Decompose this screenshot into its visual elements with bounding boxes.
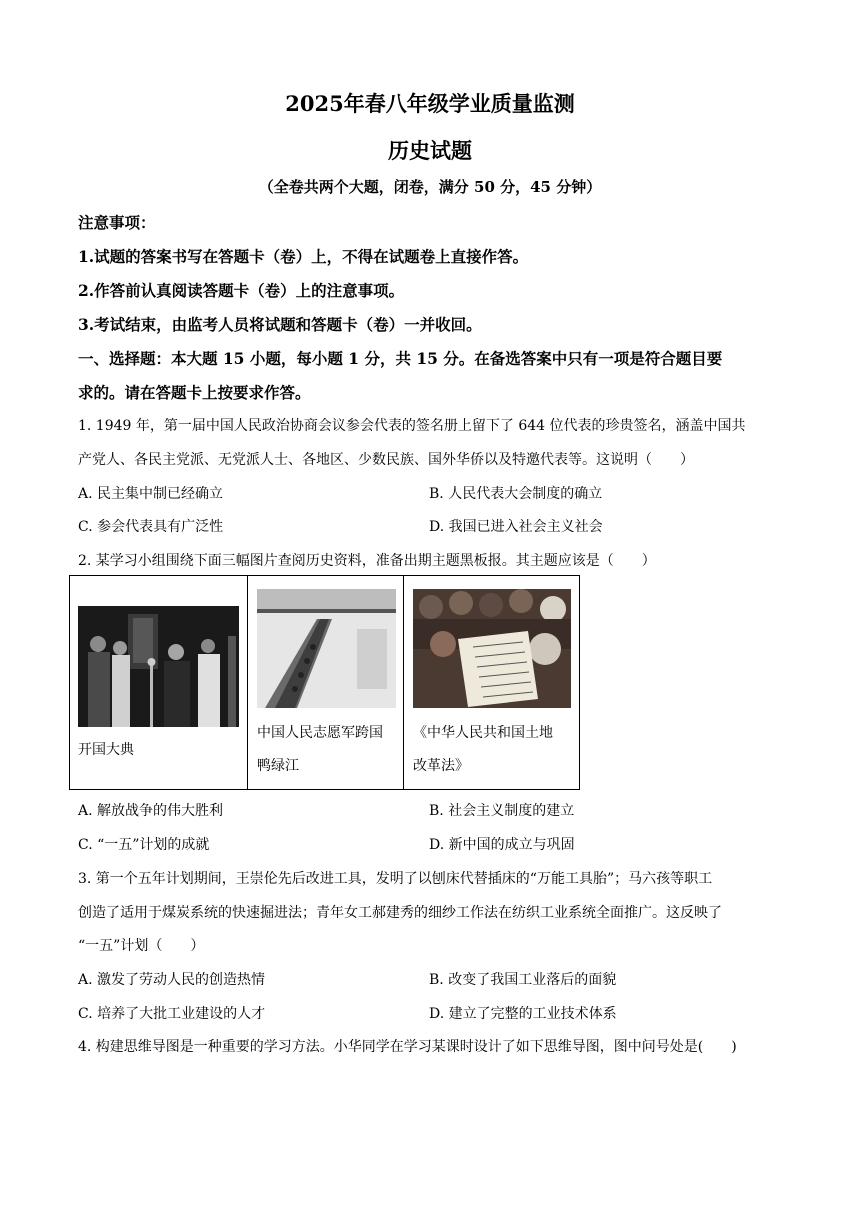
q1-stem-line-1: 1. 1949 年，第一届中国人民政治协商会议参会代表的签名册上留下了 644 位代表的珍贵签名，涵盖中国共 [78, 418, 746, 434]
notice-item-1: 1.试题的答案书写在答题卡（卷）上，不得在试题卷上直接作答。 [78, 247, 529, 266]
caption-volunteer-army-line-1: 中国人民志愿军跨国 [257, 725, 383, 741]
q2-image-table [69, 575, 580, 790]
exam-title: 2025年春八年级学业质量监测 [285, 91, 575, 116]
q3-option-c[interactable]: C. 培养了大批工业建设的人才 [78, 1006, 266, 1022]
founding-ceremony-photo [78, 606, 239, 727]
volunteer-army-crossing-photo [257, 589, 396, 708]
q3-option-a[interactable]: A. 激发了劳动人民的创造热情 [78, 972, 266, 988]
q2-option-c[interactable]: C. “一五”计划的成就 [78, 837, 210, 853]
notice-item-3: 3.考试结束，由监考人员将试题和答题卡（卷）一并收回。 [78, 315, 482, 334]
q3-stem-line-2: 创造了适用于煤炭系统的快速掘进法；青年女工郝建秀的细纱工作法在纺织工业系统全面推广。这反映了 [78, 905, 722, 921]
q1-option-a[interactable]: A. 民主集中制已经确立 [78, 486, 224, 502]
caption-land-reform-line-1: 《中华人民共和国土地 [413, 725, 553, 741]
land-reform-photo [413, 589, 571, 708]
image-cell-land-reform [404, 576, 579, 789]
q2-option-d[interactable]: D. 新中国的成立与巩固 [429, 837, 575, 853]
q3-option-d[interactable]: D. 建立了完整的工业技术体系 [429, 1006, 617, 1022]
image-cell-volunteer-army [248, 576, 404, 789]
section-heading-cont: 求的。请在答题卡上按要求作答。 [78, 383, 311, 402]
q1-option-d[interactable]: D. 我国已进入社会主义社会 [429, 519, 603, 535]
q2-option-a[interactable]: A. 解放战争的伟大胜利 [78, 803, 224, 819]
section-heading: 一、选择题：本大题 15 小题，每小题 1 分，共 15 分。在备选答案中只有一项是符合题目要 [78, 349, 723, 368]
exam-note: （全卷共两个大题，闭卷，满分 50 分，45 分钟） [258, 178, 602, 196]
caption-land-reform-line-2: 改革法》 [413, 758, 469, 774]
q2-stem: 2. 某学习小组围绕下面三幅图片查阅历史资料，准备出期主题黑板报。其主题应该是（ ） [78, 553, 656, 569]
notice-heading: 注意事项： [78, 213, 156, 232]
q1-option-b[interactable]: B. 人民代表大会制度的确立 [429, 486, 603, 502]
q4-stem: 4. 构建思维导图是一种重要的学习方法。小华同学在学习某课时设计了如下思维导图，图中问号处是( ) [78, 1039, 737, 1055]
caption-founding-ceremony: 开国大典 [78, 742, 134, 758]
q3-stem-line-3: “一五”计划（ ） [78, 938, 205, 954]
q3-stem-line-1: 3. 第一个五年计划期间，王崇伦先后改进工具，发明了以刨床代替插床的“万能工具胎”；马六孩等职工 [78, 871, 713, 887]
image-cell-founding-ceremony [70, 576, 248, 789]
caption-volunteer-army-line-2: 鸭绿江 [257, 758, 299, 774]
notice-item-2: 2.作答前认真阅读答题卡（卷）上的注意事项。 [78, 281, 405, 300]
q1-stem-line-2: 产党人、各民主党派、无党派人士、各地区、少数民族、国外华侨以及特邀代表等。这说明（ ） [78, 452, 694, 468]
q3-option-b[interactable]: B. 改变了我国工业落后的面貌 [429, 972, 617, 988]
q1-option-c[interactable]: C. 参会代表具有广泛性 [78, 519, 224, 535]
q2-option-b[interactable]: B. 社会主义制度的建立 [429, 803, 575, 819]
exam-subject: 历史试题 [388, 138, 472, 163]
